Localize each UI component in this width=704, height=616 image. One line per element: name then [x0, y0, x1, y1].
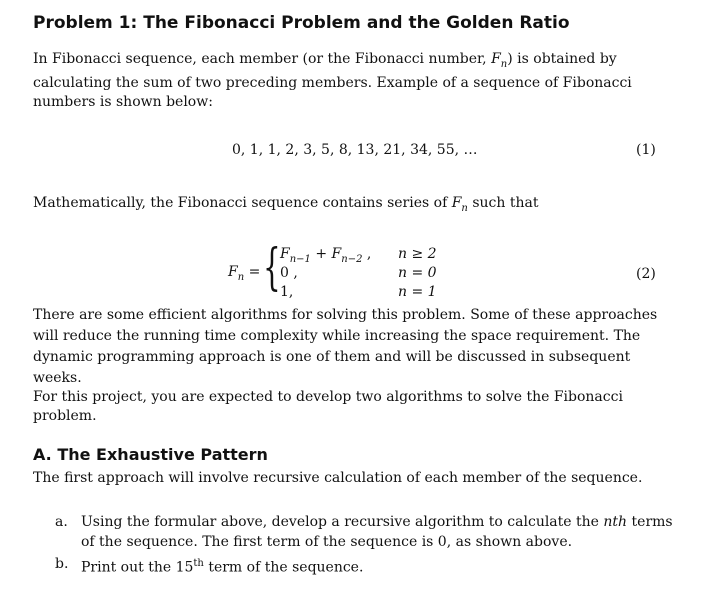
case1-plus: +: [310, 246, 332, 262]
task-marker-b: b.: [55, 556, 69, 572]
recurrence-equation: [226, 238, 606, 302]
case1-F-b: F: [331, 246, 342, 262]
left-brace: {: [263, 238, 281, 296]
math-intro-F-var: F: [451, 195, 462, 211]
case1-cond-text: n ≥ 2: [398, 246, 437, 262]
case3-cond-text: n = 1: [398, 284, 437, 300]
math-intro-text-1: Mathematically, the Fibonacci sequence contains series of: [33, 195, 452, 211]
project-paragraph: For this project, you are expected to develop two algorithms to solve the Fibonacci problem.: [33, 389, 623, 424]
lhs-F: F: [228, 264, 238, 280]
case-1-cond: [398, 246, 437, 262]
task-a-part2: terms of the sequence. The first term of the sequence is 0, as shown above.: [81, 514, 673, 550]
recurrence-lhs: [228, 264, 260, 283]
case1-sub-a: n−1: [289, 253, 311, 265]
section-a-title: A. The Exhaustive Pattern: [33, 445, 268, 464]
intro-paragraph: [33, 50, 673, 112]
task-a-part1: Using the formular above, develop a recursive algorithm to calculate the: [81, 514, 604, 530]
math-intro-text-2: such that: [467, 195, 539, 211]
case-2-cond: [398, 265, 437, 281]
task-text-b: [81, 554, 681, 578]
case1-comma: ,: [362, 246, 372, 262]
equation-number-1: (1): [636, 142, 656, 158]
task-item-a: [55, 512, 695, 552]
case-1-expr: [280, 246, 371, 265]
math-intro-n-sub: n: [461, 202, 468, 214]
intro-n-sub: n: [500, 58, 508, 70]
fibonacci-sequence: 0, 1, 1, 2, 3, 5, 8, 13, 21, 34, 55, …: [232, 142, 478, 158]
algorithms-paragraph: There are some efficient algorithms for solving this problem. Some of these approaches will reduce the running time complexity while increasing the space requirement. The dynamic programming approach is one of them and will be discussed in subsequent weeks.: [33, 307, 658, 386]
task-text-a: [81, 512, 681, 552]
case-2-value: 0 ,: [280, 265, 298, 281]
task-a-math: nth: [603, 514, 628, 530]
case-3-cond: [398, 284, 437, 300]
case1-sub-b: n−2: [341, 253, 363, 265]
task-b-sup: th: [193, 558, 204, 569]
lhs-n: n: [237, 271, 245, 283]
case-3-value: 1,: [280, 284, 294, 300]
task-item-b: [55, 554, 695, 574]
math-intro-paragraph: [33, 194, 673, 218]
case2-cond-text: n = 0: [398, 265, 437, 281]
intro-F-var: F: [491, 51, 501, 67]
equals-sign: =: [248, 264, 261, 280]
task-b-part1: Print out the 15: [81, 559, 194, 576]
problem-title: Problem 1: The Fibonacci Problem and the Golden Ratio: [33, 13, 570, 33]
intro-text-1: In Fibonacci sequence, each member (or the Fibonacci number,: [33, 51, 492, 67]
section-a-intro: The first approach will involve recursive calculation of each member of the sequence.: [33, 470, 643, 486]
case1-F-a: F: [280, 246, 290, 262]
task-b-part2: term of the sequence.: [203, 559, 364, 576]
equation-number-2: (2): [636, 266, 656, 282]
intro-text-2: ) is obtained by calculating the sum of two preceding members. Example of a sequence of Fibonacci numbers is shown below:: [33, 51, 632, 110]
task-marker-a: a.: [55, 514, 68, 530]
